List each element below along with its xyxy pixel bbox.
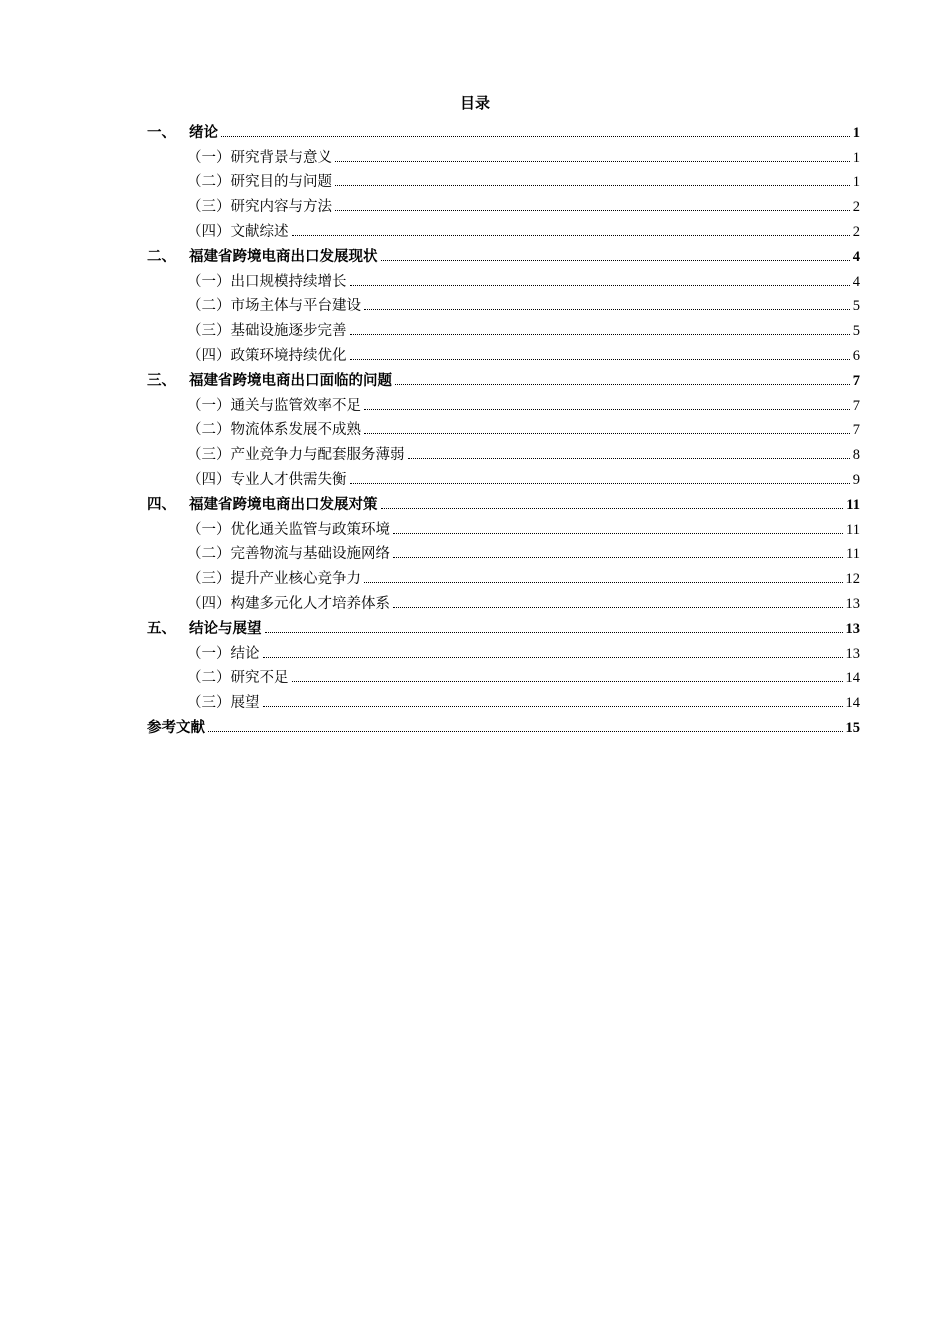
- toc-chapter-number: 四、: [147, 495, 176, 513]
- toc-page-number: 7: [852, 372, 860, 389]
- toc-dot-leader: [292, 235, 850, 236]
- toc-page-number: 7: [852, 397, 860, 414]
- toc-page-number: 2: [852, 223, 860, 240]
- toc-page-number: 15: [845, 719, 860, 736]
- toc-entry-title: （二）研究目的与问题: [187, 174, 332, 191]
- toc-entry-title: 福建省跨境电商出口发展现状: [189, 247, 378, 265]
- toc-dot-leader: [364, 309, 850, 310]
- toc-dot-leader: [393, 557, 843, 558]
- toc-section-entry[interactable]: [147, 588, 860, 613]
- toc-page-number: 14: [845, 695, 860, 712]
- toc-dot-leader: [364, 409, 850, 410]
- toc-entry-title: （四）构建多元化人才培养体系: [187, 595, 390, 612]
- toc-entry-title: （四）政策环境持续优化: [187, 347, 347, 364]
- toc-dot-leader: [335, 185, 850, 186]
- toc-page-number: 2: [852, 199, 860, 216]
- toc-dot-leader: [263, 706, 843, 707]
- toc-page-number: 11: [846, 546, 860, 563]
- table-of-contents: [147, 117, 860, 737]
- toc-section-entry[interactable]: [147, 415, 860, 440]
- toc-dot-leader: [381, 260, 850, 261]
- toc-entry-title: （三）研究内容与方法: [187, 199, 332, 216]
- toc-dot-leader: [350, 359, 850, 360]
- toc-page-number: 6: [852, 347, 860, 364]
- toc-dot-leader: [350, 483, 850, 484]
- toc-dot-leader: [335, 210, 850, 211]
- toc-section-entry[interactable]: [147, 663, 860, 688]
- toc-page-number: 8: [852, 447, 860, 464]
- toc-entry-title: （一）通关与监管效率不足: [187, 397, 361, 414]
- toc-page-number: 11: [846, 521, 860, 538]
- toc-chapter-number: 二、: [147, 247, 176, 265]
- toc-entry-title: （一）优化通关监管与政策环境: [187, 521, 390, 538]
- toc-page-number: 14: [845, 670, 860, 687]
- toc-entry-title: （三）基础设施逐步完善: [187, 323, 347, 340]
- toc-page-number: 5: [852, 298, 860, 315]
- toc-entry-title: （一）研究背景与意义: [187, 149, 332, 166]
- toc-entry-title: （二）研究不足: [187, 670, 289, 687]
- toc-entry-title: （三）展望: [187, 695, 260, 712]
- toc-dot-leader: [408, 458, 850, 459]
- toc-dot-leader: [208, 731, 843, 732]
- toc-page-number: 1: [852, 124, 860, 141]
- toc-section-entry[interactable]: [147, 291, 860, 316]
- toc-entry-title: （二）市场主体与平台建设: [187, 298, 361, 315]
- toc-dot-leader: [221, 136, 850, 137]
- toc-section-entry[interactable]: [147, 464, 860, 489]
- toc-section-entry[interactable]: [147, 315, 860, 340]
- toc-entry-title: （三）提升产业核心竞争力: [187, 571, 361, 588]
- toc-section-entry[interactable]: [147, 514, 860, 539]
- toc-entry-title: （二）完善物流与基础设施网络: [187, 546, 390, 563]
- toc-dot-leader: [263, 657, 843, 658]
- toc-entry-title: （三）产业竞争力与配套服务薄弱: [187, 447, 405, 464]
- toc-page-number: 4: [852, 273, 860, 290]
- toc-section-entry[interactable]: [147, 266, 860, 291]
- toc-section-entry[interactable]: [147, 142, 860, 167]
- toc-dot-leader: [393, 607, 843, 608]
- toc-page-number: 12: [845, 571, 860, 588]
- toc-entry-title: （四）文献综述: [187, 223, 289, 240]
- toc-page-number: 13: [845, 595, 860, 612]
- toc-page-number: 13: [845, 645, 860, 662]
- toc-entry-title: （一）出口规模持续增长: [187, 273, 347, 290]
- toc-entry-title: 参考文献: [147, 718, 205, 736]
- toc-chapter-number: 五、: [147, 619, 176, 637]
- toc-dot-leader: [364, 433, 850, 434]
- toc-section-entry[interactable]: [147, 439, 860, 464]
- toc-section-entry[interactable]: [147, 687, 860, 712]
- toc-dot-leader: [265, 632, 843, 633]
- toc-chapter-entry[interactable]: [147, 712, 860, 737]
- toc-dot-leader: [350, 334, 850, 335]
- toc-page-number: 9: [852, 471, 860, 488]
- toc-dot-leader: [364, 582, 843, 583]
- toc-page-number: 4: [852, 248, 860, 265]
- toc-dot-leader: [292, 681, 843, 682]
- toc-section-entry[interactable]: [147, 563, 860, 588]
- toc-entry-title: 福建省跨境电商出口发展对策: [189, 495, 378, 513]
- toc-page-number: 5: [852, 323, 860, 340]
- toc-page-number: 1: [852, 149, 860, 166]
- toc-section-entry[interactable]: [147, 539, 860, 564]
- toc-entry-title: （一）结论: [187, 645, 260, 662]
- toc-dot-leader: [395, 384, 850, 385]
- toc-chapter-entry[interactable]: [147, 365, 860, 390]
- toc-chapter-entry[interactable]: [147, 117, 860, 142]
- toc-page-number: 1: [852, 174, 860, 191]
- toc-dot-leader: [393, 533, 843, 534]
- toc-chapter-entry[interactable]: [147, 613, 860, 638]
- toc-chapter-number: 一、: [147, 123, 176, 141]
- toc-section-entry[interactable]: [147, 340, 860, 365]
- toc-title: 目录: [459, 94, 490, 112]
- toc-entry-title: 绪论: [189, 123, 218, 141]
- toc-dot-leader: [350, 285, 850, 286]
- toc-page-number: 13: [845, 620, 860, 637]
- toc-dot-leader: [381, 508, 844, 509]
- toc-entry-title: （二）物流体系发展不成熟: [187, 422, 361, 439]
- toc-chapter-entry[interactable]: [147, 241, 860, 266]
- toc-page-number: 7: [852, 422, 860, 439]
- toc-section-entry[interactable]: [147, 638, 860, 663]
- toc-entry-title: 福建省跨境电商出口面临的问题: [189, 371, 392, 389]
- toc-section-entry[interactable]: [147, 216, 860, 241]
- toc-section-entry[interactable]: [147, 390, 860, 415]
- toc-chapter-number: 三、: [147, 371, 176, 389]
- toc-section-entry[interactable]: [147, 167, 860, 192]
- toc-entry-title: （四）专业人才供需失衡: [187, 471, 347, 488]
- toc-entry-title: 结论与展望: [189, 619, 262, 637]
- toc-chapter-entry[interactable]: [147, 489, 860, 514]
- toc-page-number: 11: [846, 496, 860, 513]
- toc-section-entry[interactable]: [147, 191, 860, 216]
- toc-dot-leader: [335, 161, 850, 162]
